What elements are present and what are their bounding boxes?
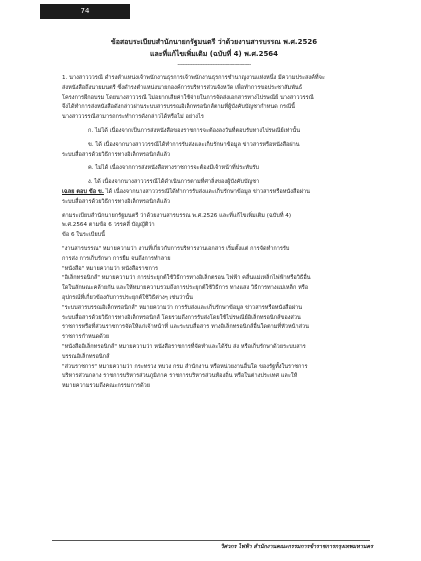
reference-line: พ.ศ.2564 ตามข้อ 6 วรรคสี่ บัญญัติว่า bbox=[62, 222, 155, 229]
option-b-cont: ระบบสื่อสารด้วยวิธีการทางอิเล็กทรอนิกส์แล้ว bbox=[62, 151, 171, 158]
reference-line: ตามระเบียบสำนักนายกรัฐมนตรี ว่าด้วยงานสารบรรณ พ.ศ.2526 และที่แก้ไขเพิ่มเติม (ฉบับที่ 4) bbox=[62, 212, 292, 219]
option-c: ค. ไม่ได้ เนื่องจากการส่งหนังสือทางราชการจะต้องมีเจ้าหน้าที่ประทับรับ bbox=[88, 165, 260, 172]
definition-line: "ส่วนราชการ" หมายความว่า กระทรวง ทบวง กรม สำนักงาน หรือหน่วยงานอื่นใด ของรัฐทั้งในราชการ bbox=[62, 363, 308, 370]
question-line: ส่งหนังสือถึงนายมนตรี ซึ่งดำรงตำแหน่งนายกองค์การบริหารส่วนจังหวัด เพื่อทำการขอประชาสัมพันธ์ bbox=[62, 84, 303, 91]
doc-title-line2: และที่แก้ไขเพิ่มเติม (ฉบับที่ 4) พ.ศ.2564 bbox=[149, 50, 279, 58]
definition-line: ระบบสื่อสารด้วยวิธีการทางอิเล็กทรอนิกส์ โดยรวมถึงการรับส่งโดยใช้ไปรษณีย์อิเล็กทรอนิกส์ของส่วน bbox=[62, 314, 301, 321]
page-number-badge: 74 bbox=[40, 4, 130, 19]
question-line: นางสาววรรณีสามารถกระทำการดังกล่าวได้หรือไม่ อย่างไร bbox=[62, 114, 204, 121]
separator: -------------------------------------------- bbox=[177, 61, 251, 68]
footer-rule bbox=[52, 540, 370, 541]
definition-line: "ระบบสารบรรณอิเล็กทรอนิกส์" หมายความว่า การรับส่งและเก็บรักษาข้อมูล ข่าวสารหรือหนังสือผ่าน bbox=[62, 304, 303, 311]
answer-label: เฉลย ตอบ ข้อ ข. bbox=[62, 188, 104, 195]
question-line: โครงการฝึกอบรม โดยนางสาววรณี ไม่อยากเสียค่าใช้จ่ายในการจัดส่งเอกสารทางไปรษณีย์ นางสาววรรณี bbox=[62, 94, 314, 101]
answer-line bbox=[62, 188, 366, 198]
definition-line: "งานสารบรรณ" หมายความว่า งานที่เกี่ยวกับการบริหารงานเอกสาร เริ่มตั้งแต่ การจัดทำการรับ bbox=[62, 245, 290, 252]
answer-text: ได้ เนื่องจากนางสาววรรณีได้ทำการรับส่งและเก็บรักษาข้อมูล ข่าวสารหรือหนังสือผ่าน bbox=[103, 188, 310, 195]
question-line: 1. นางสาวววรณี ดำรงตำแหน่งเจ้าพนักงานธุรการเจ้าพนักงานธุรการชำนาญงานแห่งหนึ่ง มีความประสงค์ที่จะ bbox=[62, 75, 325, 81]
doc-title-line1: ข้อสอบระเบียบสำนักนายกรัฐมนตรี ว่าด้วยงานสารบรรณ พ.ศ.2526 bbox=[110, 38, 318, 46]
definition-line: ราชการหรือที่ส่วนราชการจัดให้แก่เจ้าหน้าที่ และระบบสื่อสาร ทางอิเล็กทรอนิกส์อื่นใดตามที่หัวหน้าส่วน bbox=[62, 324, 309, 331]
footer-text: วิศวกร ไฟฟ้า สำนักงานคณะกรรมการข้าราชการกรุงเทพมหานคร bbox=[220, 544, 373, 550]
clause-title: ข้อ 6 ในระเบียบนี้ bbox=[62, 232, 105, 239]
definition-line: บริหารส่วนกลาง ราชการบริหารส่วนภูมิภาค ราชการบริหารส่วนท้องถิ่น หรือในต่างประเทศ และให้ bbox=[62, 373, 298, 380]
answer-cont: ระบบสื่อสารด้วยวิธีการทางอิเล็กทรอนิกส์แล้ว bbox=[62, 198, 171, 205]
option-b: ข. ได้ เนื่องจากนางสาววรรณีได้ทำการรับส่งและเก็บรักษาข้อมูล ข่าวสารหรือหนังสือผ่าน bbox=[88, 141, 300, 148]
question-line: จึงได้ทำการส่งหนังสือดังกล่าวผ่านระบบสารบรรณอิเล็กทรอนิกส์ตามที่ผู้บังคับบัญชากำหนด กรณีนี้ bbox=[62, 104, 295, 111]
definition-line: หมายความรวมถึงคณะกรรมการด้วย bbox=[62, 383, 151, 390]
definition-line: "หนังสืออิเล็กทรอนิกส์" หมายความว่า หนังสือราชการที่จัดทำและได้รับ ส่ง หรือเก็บรักษาด้วยระบบสาร bbox=[62, 343, 306, 350]
definition-line: ราชการกำหนดด้วย bbox=[62, 334, 110, 341]
definition-line: บรรณอิเล็กทรอนิกส์ bbox=[62, 353, 110, 360]
definition-line: ใดในลักษณะคล้ายกัน และให้หมายความรวมถึงการประยุกต์ใช้วิธีการ ทางแสง วิธีการทางแม่เหล็ก หรือ bbox=[62, 285, 309, 292]
definition-line: "อิเล็กทรอนิกส์" หมายความว่า การประยุกต์ใช้วิธีการทางอิเล็กตรอน ไฟฟ้า คลื่นแม่เหล็กไฟฟ้าหรือวิธีอื่น bbox=[62, 275, 311, 282]
definition-line: อุปกรณ์ที่เกี่ยวข้องกับการประยุกต์ใช้วิธีต่างๆ เช่นว่านั้น bbox=[62, 294, 193, 301]
option-a: ก. ไม่ได้ เนื่องจากเป็นการส่งหนังสือของราชการจะต้องลงวันที่ตอบรับทางไปรษณีย์เท่านั้น bbox=[88, 127, 301, 134]
definition-line: "หนังสือ" หมายความว่า หนังสือราชการ bbox=[62, 265, 158, 272]
definition-line: การส่ง การเก็บรักษา การยืม จนถึงการทำลาย bbox=[62, 255, 171, 262]
document-body bbox=[62, 36, 366, 392]
option-d: ง. ได้ เนื่องจากนางสาววรรณีได้ดำเนินการตามที่ศาลิ่งของผู้บังคับบัญชา bbox=[88, 179, 260, 186]
